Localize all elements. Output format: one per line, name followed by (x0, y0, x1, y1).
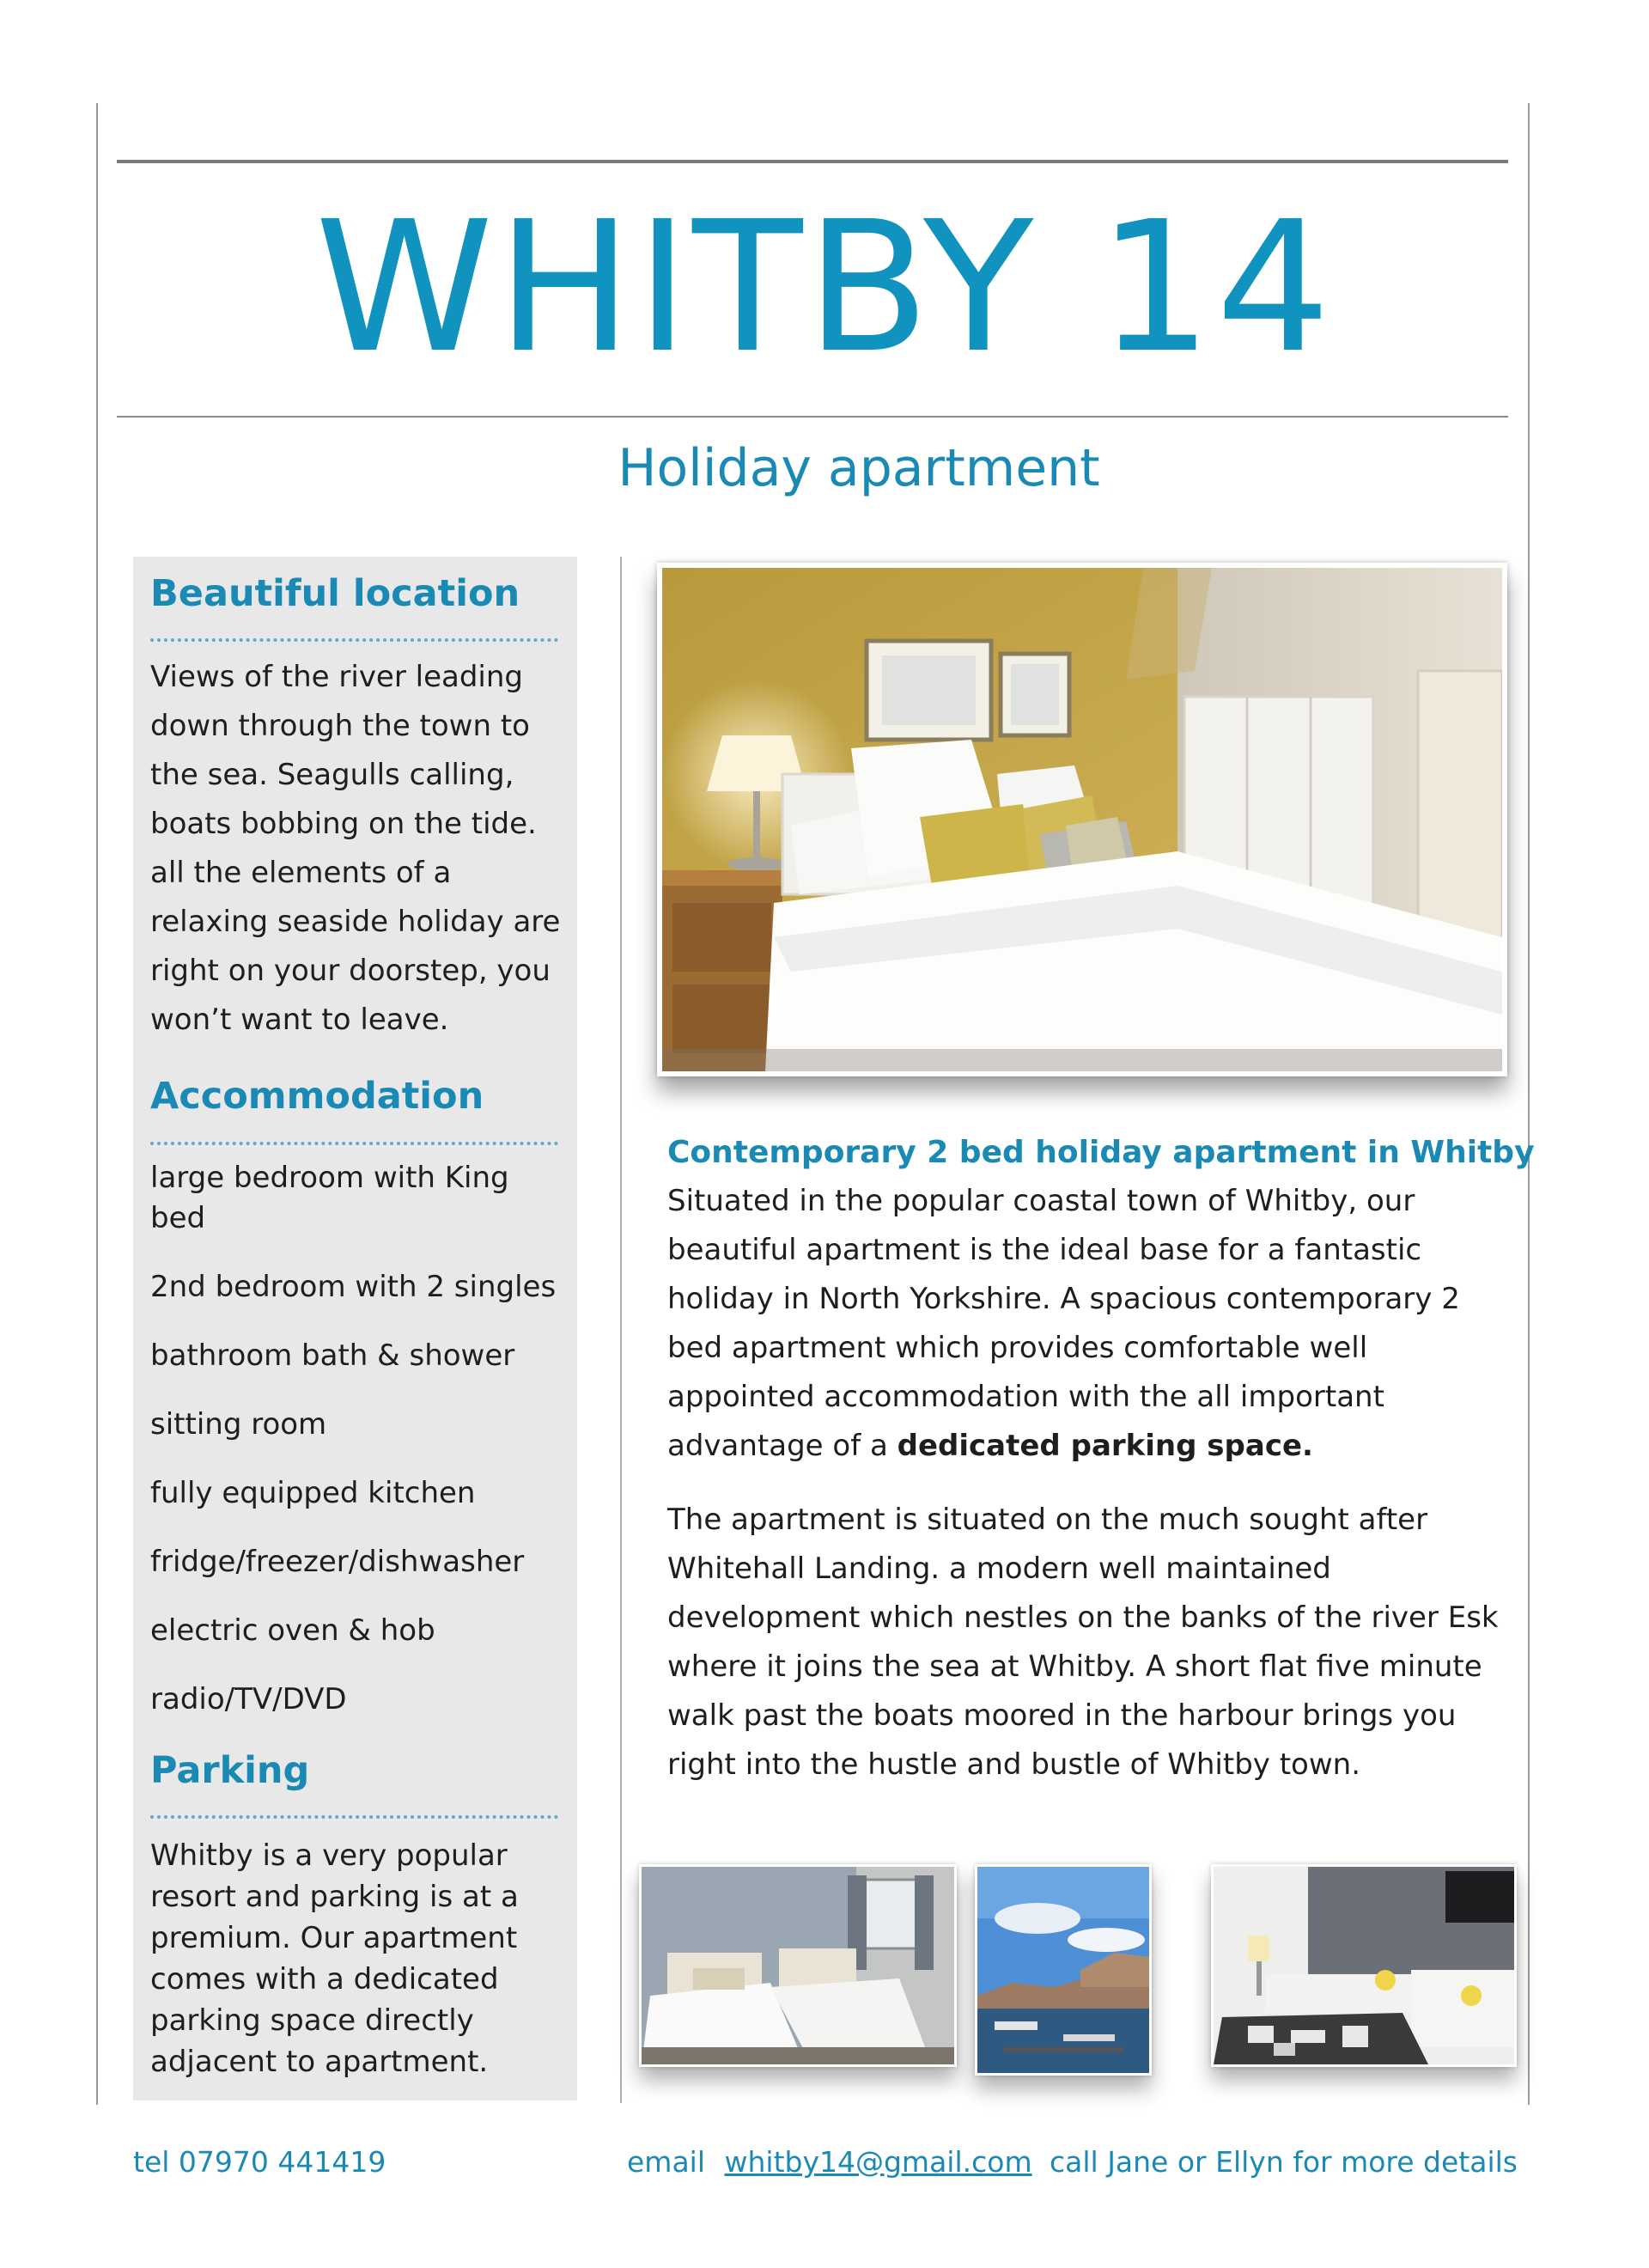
accommodation-heading: Accommodation (150, 1075, 484, 1118)
accommodation-divider (150, 1142, 558, 1145)
footer-telephone: tel 07970 441419 (133, 2145, 386, 2179)
page-subtitle: Holiday apartment (618, 438, 1100, 498)
top-rule (117, 160, 1508, 163)
email-link[interactable]: whitby14@gmail.com (724, 2145, 1032, 2179)
list-item: bathroom bath & shower (150, 1338, 515, 1373)
list-item: electric oven & hob (150, 1613, 435, 1648)
twin-bedroom-photo (639, 1864, 957, 2067)
bedroom-photo (657, 563, 1507, 1076)
list-item: sitting room (150, 1407, 327, 1442)
footer-email (627, 2143, 1032, 2181)
harbour-photo (975, 1864, 1152, 2076)
list-item: radio/TV/DVD (150, 1682, 347, 1716)
sitting-room-photo (1211, 1864, 1517, 2067)
main-paragraph-1 (667, 1177, 1509, 1471)
column-divider (620, 557, 622, 2103)
footer-email-label: email (627, 2145, 715, 2179)
location-text: Views of the river leading down through the town to the sea. Seagulls calling, boats bobbing on the tide. all the elements of a relaxing seaside holiday are right on your doorstep, you won’t want to leave. (150, 660, 561, 1037)
page-title: WHITBY 14 (314, 182, 1335, 393)
parking-divider (150, 1815, 558, 1819)
main-paragraph-1-text: Situated in the popular coastal town of Whitby, our beautiful apartment is the ideal base for a fantastic holiday in North Yorkshire. A spacious contemporary 2 bed apartment which provides comfortable well appointed accommodation with the all important advantage of a (667, 1184, 1460, 1463)
main-paragraph-2: The apartment is situated on the much sought after Whitehall Landing. a modern well maintained development which nestles on the banks of the river Esk where it joins the sea at Whitby. A short flat five minute walk past the boats moored in the harbour brings you right into the hustle and bustle of Whitby town. (667, 1503, 1499, 1782)
footer-contact-note: call Jane or Ellyn for more details (1050, 2145, 1518, 2179)
list-item: large bedroom with King bed (150, 1161, 509, 1235)
location-heading: Beautiful location (150, 572, 520, 615)
left-frame-line (96, 103, 98, 2105)
main-heading: Contemporary 2 bed holiday apartment in Whitby (667, 1135, 1535, 1170)
location-divider (150, 638, 558, 642)
right-frame-line (1528, 103, 1530, 2105)
sidebar (133, 557, 577, 2100)
list-item: fully equipped kitchen (150, 1476, 476, 1510)
title-rule (117, 416, 1508, 418)
parking-highlight: dedicated parking space. (897, 1429, 1313, 1463)
list-item: 2nd bedroom with 2 singles (150, 1270, 557, 1304)
parking-text: Whitby is a very popular resort and parking is at a premium. Our apartment comes with a dedicated parking space directly adjacent to apartment. (150, 1838, 519, 2079)
parking-heading: Parking (150, 1749, 310, 1792)
list-item: fridge/freezer/dishwasher (150, 1545, 525, 1579)
accommodation-list (150, 1158, 563, 1748)
